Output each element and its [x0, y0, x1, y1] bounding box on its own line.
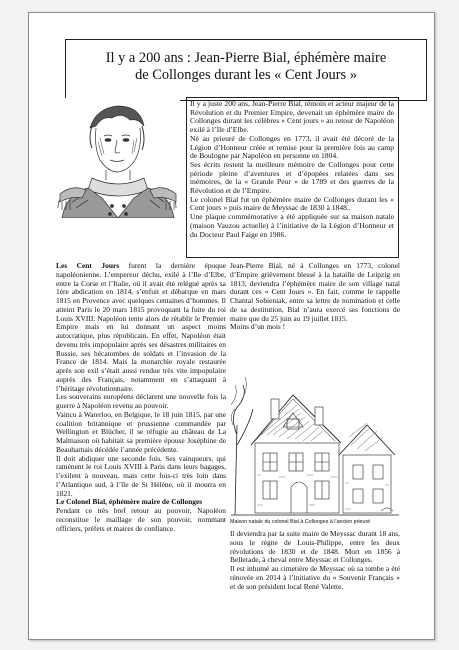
title-box — [65, 39, 427, 101]
paragraph: Il est inhumé au cimetière de Meyssac où sa tombe a été rénovée en 2014 à l’initiative du « Souvenir Français » et de son président local René Valette. — [230, 564, 400, 591]
sketch-caption: Maison natale du colonel Bial à Collonges à l’ancien prieuré — [230, 519, 371, 525]
section-heading: Le Colonel Bial, éphémère maire de Collonges — [56, 497, 203, 507]
left-column — [56, 262, 226, 617]
intro-paragraph: Le colonel Bial fut un éphémère maire de Collonges durant les « Cent jours » puis maire de Meyssac de 1830 à 1848.. — [190, 194, 394, 213]
house-sketch — [231, 365, 399, 517]
paragraph-text: furent la dernière époque napoléonienne. L’empereur déchu, exilé à l’Ile d’Elbe, entre la Corse et l’Italie, où il avait été relégué après sa 1ère abdication en 1814, s’enfuit et débarque en mars 1815 en Provence avec quelques centaines d’hommes. Il atteint Paris le 20 mars 1815 provoquant la fuite du roi Louis XVIII. Napoléon tente alors de rétablir le Premier Empire mais en lui donnant un aspect moins autocratique, plus républicain. En effet, Napoléon était devenu très impopulaire après ses désastres militaires en Russie, ses hécatombes de soldats et l’invasion de la France de 1814. Mais la monarchie royale restaurée après son exil s’était aussi rendue très vite impopulaire auprès des Français, notamment en s’attaquant à l’héritage révolutionnaire. — [56, 262, 226, 393]
intro-box — [186, 97, 399, 258]
paragraph: Moins d’un mois ! — [230, 322, 286, 332]
right-column-bottom — [230, 530, 400, 625]
title-line-2: de Collonges durant les « Cent Jours » — [135, 67, 357, 83]
right-column-top — [230, 262, 400, 374]
paragraph: Les souverains européens déclarent une nouvelle fois la guerre à Napoléon revenu au pouvoir. — [56, 392, 226, 410]
intro-paragraph: Il y a juste 200 ans, Jean-Pierre Bial, témoin et acteur majeur de la Révolution et du Premier Empire, devenait un éphémère maire de Collonges durant les célèbres « Cent jours » au retour de Napoléon exilé à l’Ile d’Elbe. — [190, 99, 394, 135]
cent-jours-heading: Les Cent Jours — [56, 262, 120, 270]
paragraph: Pendant ce très bref retour au pouvoir, Napoléon reconstitue le maillage de son pouvoir, nommant officiers, préfets et maires de confiance. — [56, 506, 226, 533]
paragraph: Il doit abdiquer une seconde fois. Ses vainqueurs, qui ramènent le roi Louis XVIII à Paris dans leurs bagages, l’exilent à nouveau, mais cette fois-ci très loin dans l’Atlantique sud, à l’île de St Hélène, où il mourra en 1821. — [56, 453, 226, 498]
paragraph: Il deviendra par la suite maire de Meyssac durant 18 ans, sous le règne de Louis-Philippe, entre les deux révolutions de 1830 et de 1848. Mort en 1856 à Bellerade, à cheval entre Meyssac et Collonges. — [230, 530, 400, 565]
paragraph — [56, 262, 226, 393]
portrait-engraving — [52, 98, 180, 218]
intro-paragraph: Ses écrits restent la meilleure mémoire de Collonges pour cette période pleine d’aventures et d’épopées relatées dans ses mémoires, de la « Grande Peur » de 1789 et des guerres de la Révolution et de l’Empire. — [190, 159, 394, 196]
title-line-1: Il y a 200 ans : Jean-Pierre Bial, éphémère maire — [105, 50, 387, 66]
intro-paragraph: Une plaque commémorative a été appliquée sur sa maison natale (maison Vauzou actuelle) à l’initiative de la Légion d’Honneur et du Docteur Paul Faige en 1986. — [190, 212, 394, 239]
paragraph: Jean-Pierre Bial, né à Collonges en 1773, colonel d’Empire grièvement blessé à la bataille de Leipzig en 1813, deviendra l’éphémère maire de son village natal durant ces « Cent Jours ». En fait, comme le rappelle Chantal Sobieniak, entre sa lettre de nomination et celle de sa destitution, Bial n’aura exercé ses fonctions de maire que du 25 juin au 19 juillet 1815. — [230, 262, 400, 323]
intro-paragraph: Né au prieuré de Collonges en 1773, il avait été décoré de la Légion d’Honneur créée et remise pour la première fois au camp de Boulogne par Napoléon en personne en 1804. — [190, 133, 394, 161]
paragraph: Vaincu à Waterloo, en Belgique, le 18 juin 1815, par une coalition britannique et prussienne commandée par Wellington et Blücher, il se réfugie au château de La Malmaison où habitait sa première épouse Joséphine de Beauharnais décédée l’année précédente. — [56, 409, 226, 454]
